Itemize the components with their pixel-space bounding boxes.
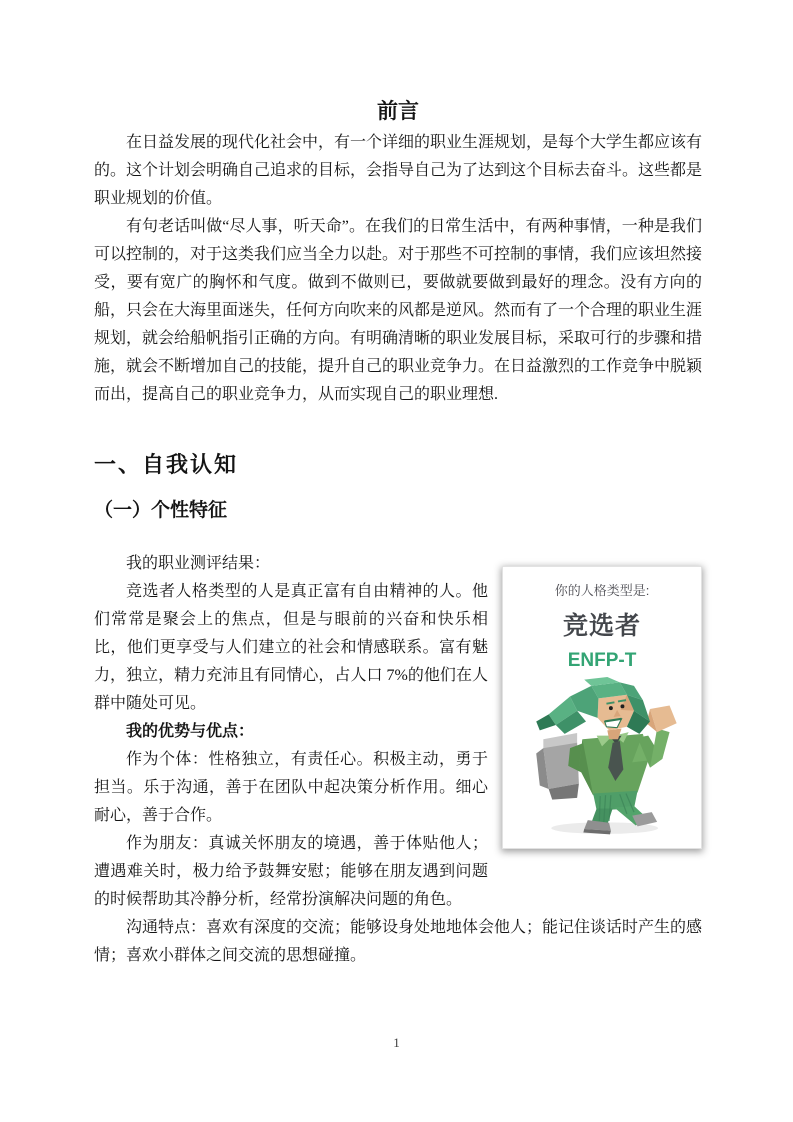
- paragraph-campaigner-type: 竞选者人格类型的人是真正富有自由精神的人。他们常常是聚会上的焦点，但是与眼前的兴奋和快乐相比，他们更享受与人们建立的社会和情感联系。富有魅力，独立，精力充沛且有同情心，占人口 7%的他们在人群中随处可见。: [94, 583, 488, 712]
- campaigner-character-icon: [513, 677, 691, 837]
- paragraph-as-friend: 作为朋友：真诚关怀朋友的境遇，善于体贴他人；遭遇难关时，极力给予鼓舞安慰；能够在朋友遇到问题的时候帮助其冷静分析，经常扮演解决问题的角色。: [94, 835, 488, 908]
- page-content: [94, 97, 702, 970]
- campaigner-character-illustration: [503, 677, 701, 847]
- page-number: 1: [393, 1035, 400, 1050]
- subsection-heading-personality: （一）个性特征: [94, 500, 228, 521]
- paragraph-communication: 沟通特点：喜欢有深度的交流；能够设身处地地体会他人；能记住谈话时产生的感情；喜欢小群体之间交流的思想碰撞。: [94, 919, 703, 964]
- personality-result-card: [502, 566, 702, 849]
- doc-title: 前言: [377, 99, 419, 123]
- paragraph-as-individual: 作为个体：性格独立，有责任心。积极主动，勇于担当。乐于沟通，善于在团队中起决策分析作用。细心耐心，善于合作。: [94, 751, 488, 824]
- section-heading-self-awareness: 一、自我认知: [94, 452, 239, 477]
- personality-type-name: 竞选者: [562, 612, 641, 640]
- personality-card-label: 你的人格类型是:: [554, 583, 650, 598]
- self-awareness-section: [94, 550, 702, 970]
- paragraph-strengths-label: 我的优势与优点：: [126, 723, 255, 740]
- preface-paragraph-1: 在日益发展的现代化社会中，有一个详细的职业生涯规划，是每个大学生都应该有的。这个计划会明确自己追求的目标，会指导自己为了达到这个目标去奋斗。这些都是职业规划的价值。: [94, 134, 703, 207]
- personality-type-code: ENFP-T: [567, 650, 637, 671]
- preface-paragraph-2: 有句老话叫做“尽人事，听天命”。在我们的日常生活中，有两种事情，一种是我们可以控制的，对于这类我们应当全力以赴。对于那些不可控制的事情，我们应该坦然接受，要有宽广的胸怀和气度。做到不做则已，要做就要做到最好的理念。没有方向的船，只会在大海里面迷失，任何方向吹来的风都是逆风。然而有了一个合理的职业生涯规划，就会给船帆指引正确的方向。有明确清晰的职业发展目标，采取可行的步骤和措施，就会不断增加自己的技能，提升自己的职业竞争力。在日益激烈的工作竞争中脱颖而出，提高自己的职业竞争力，从而实现自己的职业理想.: [94, 218, 703, 403]
- paragraph-test-result: 我的职业测评结果：: [126, 555, 271, 572]
